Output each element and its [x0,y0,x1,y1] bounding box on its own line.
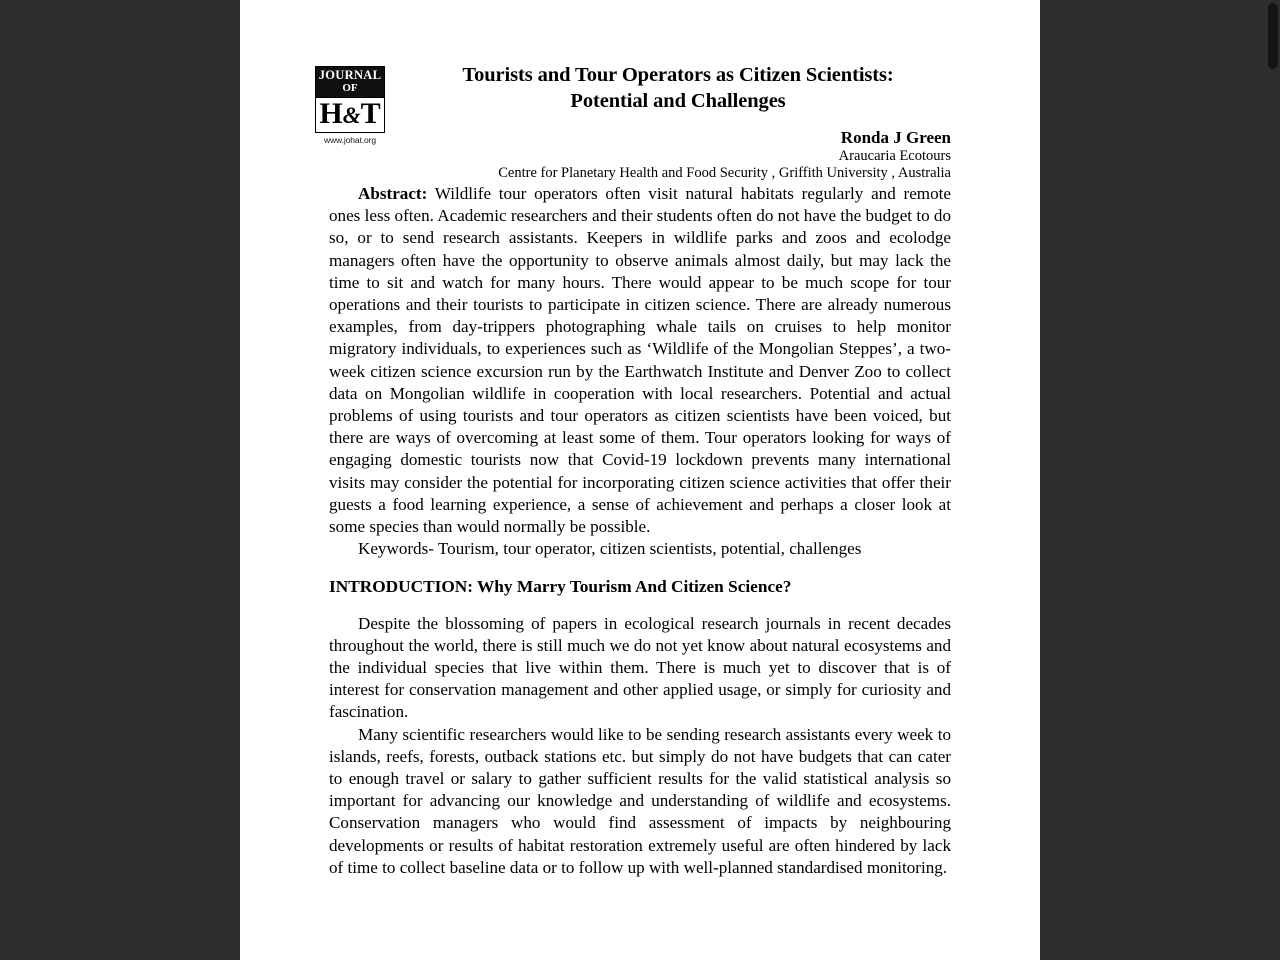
abstract-label: Abstract: [358,184,428,203]
paper-header [318,0,951,181]
spacer [329,560,951,576]
journal-logo-line2: OF [342,81,358,94]
author-block [329,128,951,182]
ampersand-icon: & [342,102,361,128]
author-name: Ronda J Green [840,128,951,147]
page-title-line2: Potential and Challenges [570,90,786,113]
spacer [329,599,951,613]
vertical-scrollbar-track[interactable] [1266,0,1280,960]
page-content [318,0,951,879]
journal-logo-mark [316,97,384,132]
journal-logo-line1: JOURNAL [318,68,382,82]
vertical-scrollbar-thumb[interactable] [1268,3,1278,69]
introduction-paragraph-2: Many scientific researchers would like to be sending research assistants every week to islands, reefs, forests, outback stations etc. but simply do not have budgets that can cater to enough travel or salary to gather sufficient results for the valid statistical analysis so important for advancing our knowledge and understanding of wildlife and ecosystems. Conservation managers who would find assessment of impacts by neighbouring developments or results of habitat restoration extremely useful are often hindered by lack of time to collect baseline data or to follow up with well-planned standardised monitoring. [329,724,951,877]
page-title-line1: Tourists and Tour Operators as Citizen Scientists: [462,64,894,86]
page-title [405,0,951,114]
journal-logo-url: www.johat.org [323,134,377,145]
abstract-paragraph [329,183,951,538]
keywords-line: Keywords- Tourism, tour operator, citizen scientists, potential, challenges [358,539,862,559]
abstract-text: Wildlife tour operators often visit natural habitats regularly and remote ones less often. Academic researchers and their students often do not have the budget to do so, or to send research assistants. Keepers in wildlife parks and zoos and ecolodge managers often have the opportunity to observe animals almost daily, but may lack the time to sit and watch for many hours. There would appear to be much scope for tour operations and their tourists to participate in citizen science. There are already numerous examples, from day-trippers photographing whale tails on cruises to help monitor migratory individuals, to experiences such as ‘Wildlife of the Mongolian Steppes’, a two-week citizen science excursion run by the Earthwatch Institute and Denver Zoo to collect data on Mongolian wildlife in cooperation with local researchers. Potential and actual problems of using tourists and tour operators as citizen scientists have been voiced, but there are ways of overcoming at least some of them. Tour operators looking for ways of engaging domestic tourists now that Covid-19 lockdown prevents many international visits may consider the potential for incorporating citizen science activities that offer their guests a food learning experience, a sense of achievement and perhaps a closer look at some species than would normally be possible. [329,184,951,537]
title-block [405,0,951,114]
journal-logo-mark-h: H [319,96,343,130]
journal-logo-mark-t: T [360,96,381,130]
journal-logo-box [315,66,385,133]
section-heading-introduction: INTRODUCTION: Why Marry Tourism And Citizen Science? [329,577,792,597]
author-organization: Araucaria Ecotours [838,147,951,164]
introduction-paragraph-1: Despite the blossoming of papers in ecological research journals in recent decades throughout the world, there is still much we do not yet know about natural ecosystems and the individual species that live within them. There is much yet to discover that is of interest for conservation management and other applied usage, or simply for curiosity and fascination. [329,613,951,722]
author-affiliation: Centre for Planetary Health and Food Security , Griffith University , Australia [498,164,951,181]
document-page [240,0,1040,960]
paper-body [329,183,951,879]
journal-logo-wordmark [316,67,384,97]
